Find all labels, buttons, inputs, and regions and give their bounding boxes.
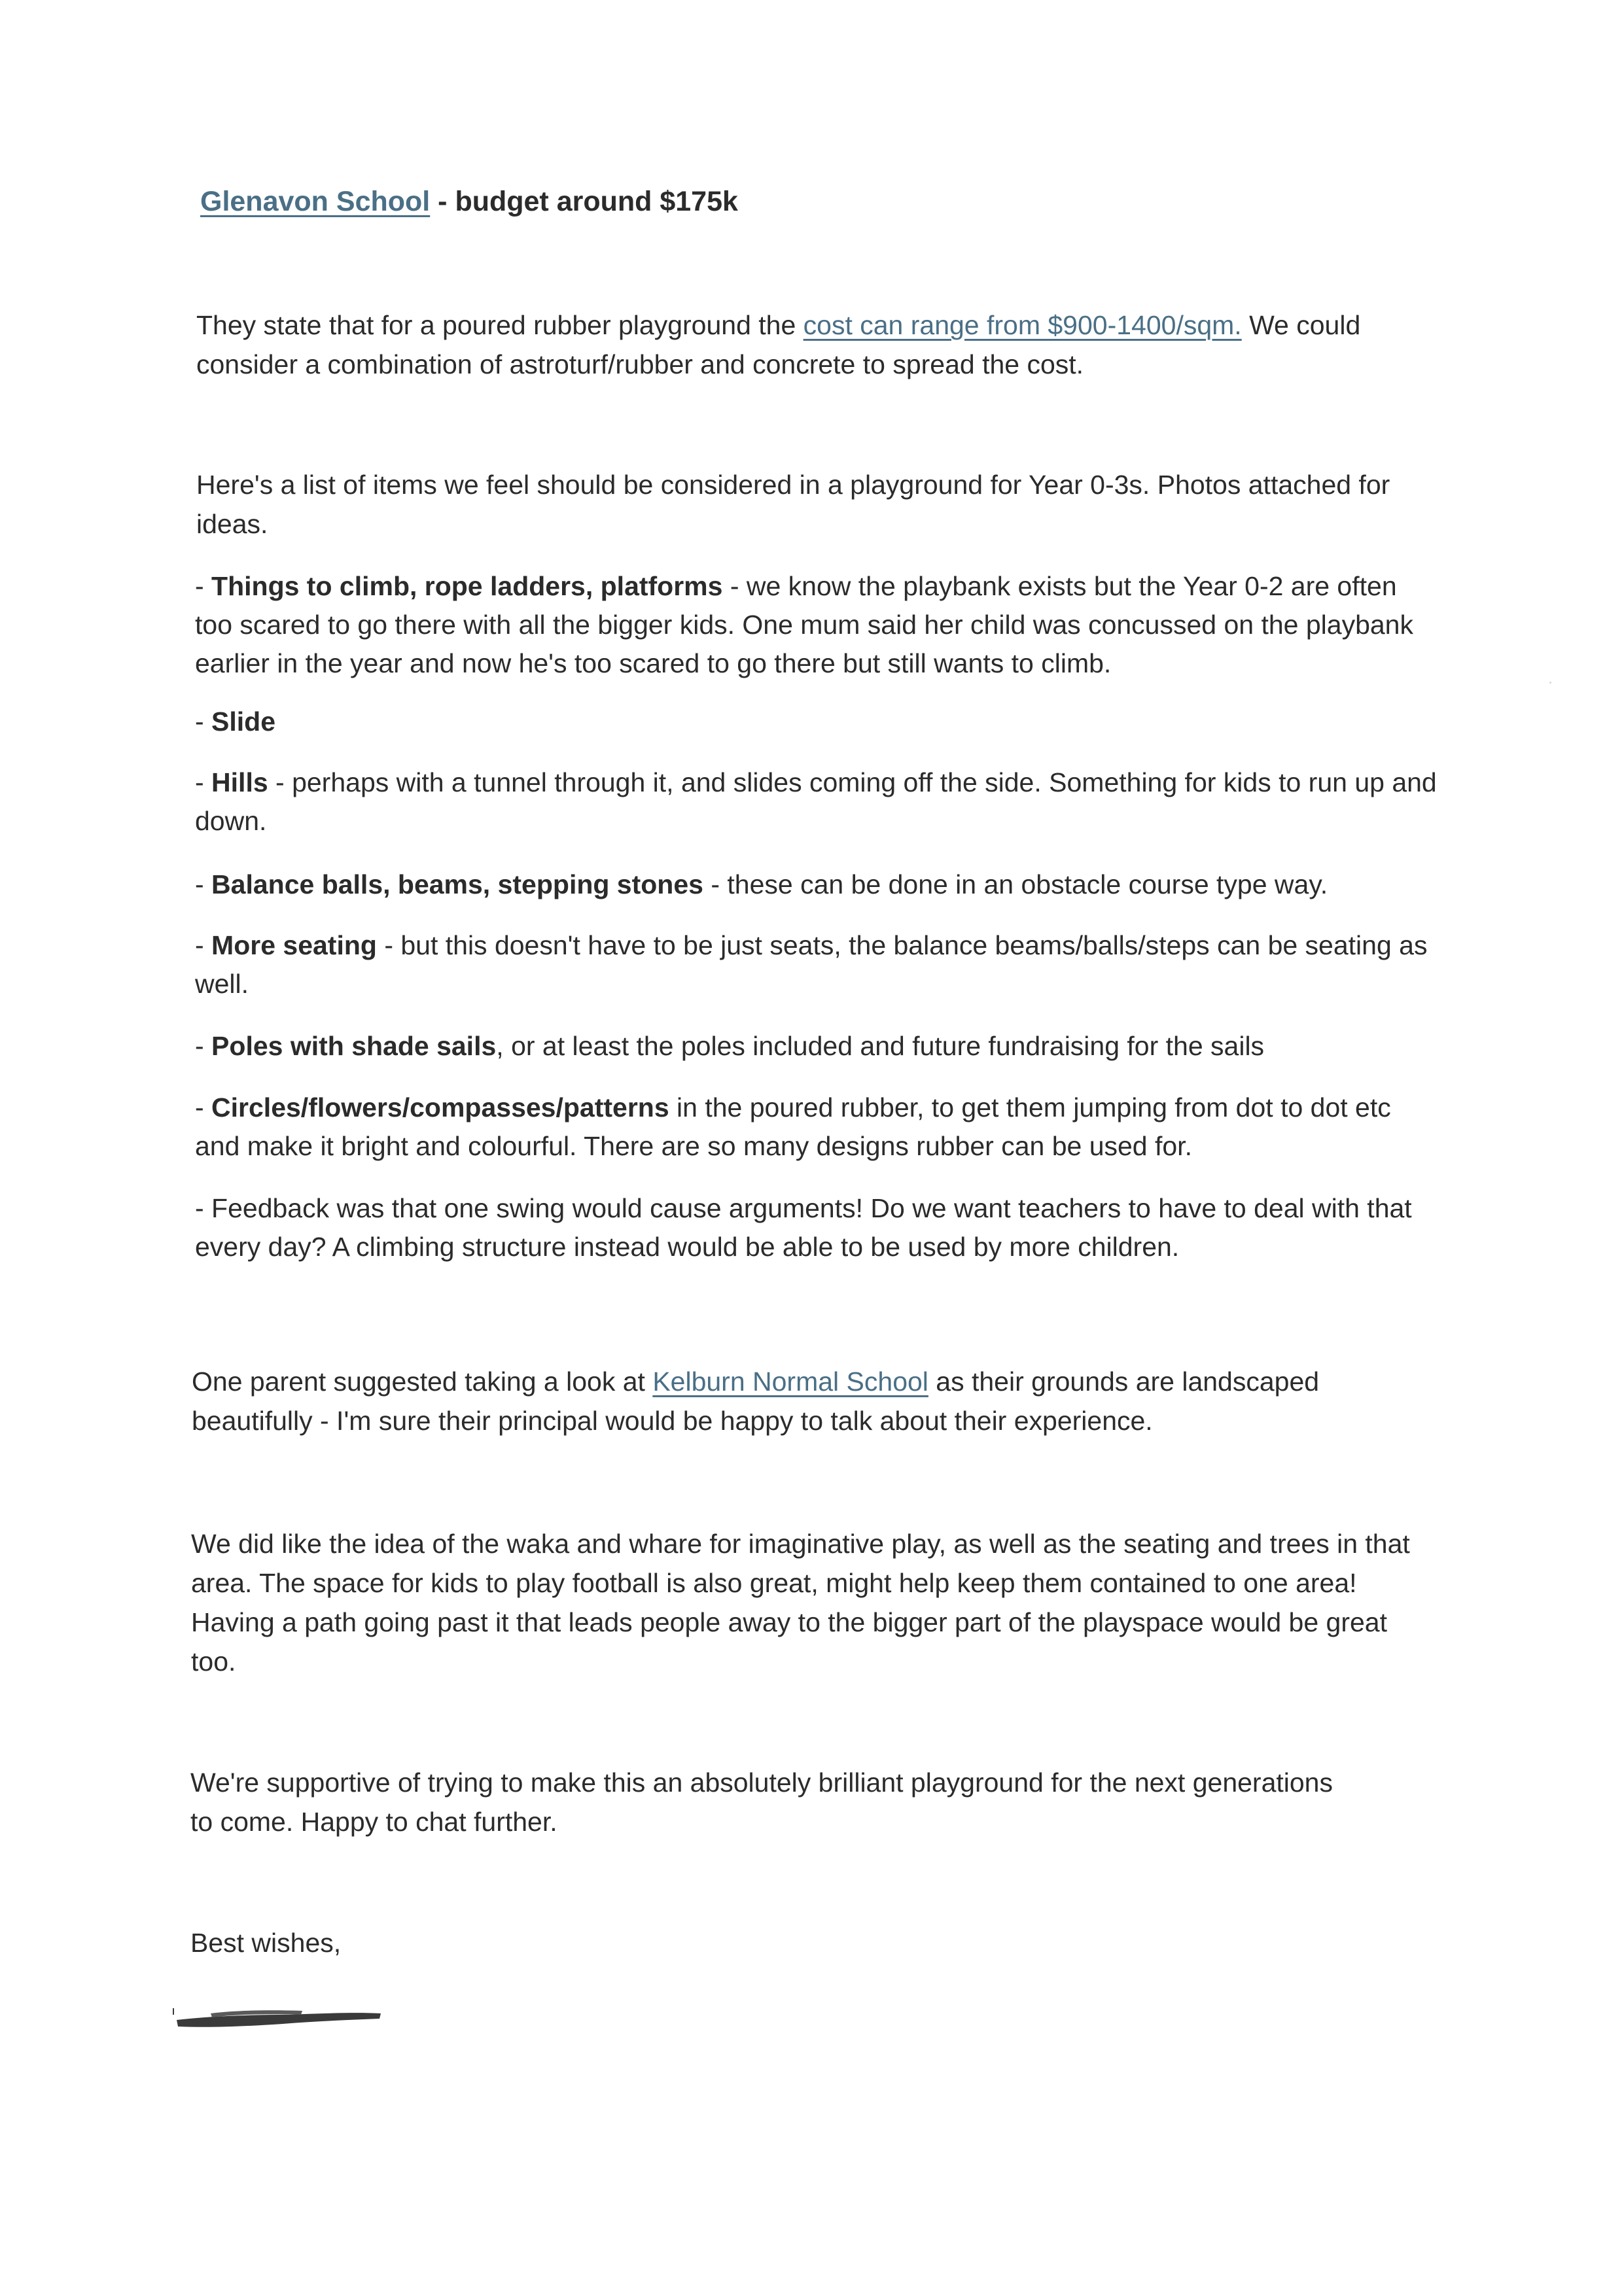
list-item-dash: - xyxy=(195,767,212,797)
list-item-text: - but this doesn't have to be just seats, the balance beams/balls/steps can be seating as well. xyxy=(195,930,1428,999)
list-item-seating xyxy=(195,926,1438,1003)
list-item-swing-feedback xyxy=(195,1189,1438,1266)
support-paragraph: We're supportive of trying to make this an absolutely brilliant playground for the next generations to come. Happy to chat further. xyxy=(190,1767,1333,1837)
list-item-title: Things to climb, rope ladders, platforms xyxy=(211,571,723,601)
redacted-signature xyxy=(171,2006,382,2028)
list-item-text: in the poured rubber, to get them jumping from dot to dot etc and make it bright and colourful. There are so many designs rubber can be used for. xyxy=(195,1092,1391,1161)
cost-paragraph xyxy=(196,305,1439,384)
list-item-text: , or at least the poles included and future fundraising for the sails xyxy=(496,1031,1265,1061)
budget-text: - budget around $175k xyxy=(430,186,738,217)
list-item-dash: - xyxy=(195,869,212,899)
glenavon-school-link[interactable]: Glenavon School xyxy=(200,186,431,217)
waka-paragraph: We did like the idea of the waka and whare for imaginative play, as well as the seating and trees in that area. The space for kids to play football is also great, might help keep them contained to one area! Having a path going past it that leads people away to the bigger part of the playspace would be great too. xyxy=(191,1529,1410,1677)
list-item-text: - we know the playbank exists but the Year 0-2 are often too scared to go there with all the bigger kids. One mum said her child was concussed on the playbank earlier in the year and now he's too scared to go there but still wants to climb. xyxy=(195,571,1413,678)
list-item-title: Hills xyxy=(211,767,268,797)
kelburn-text-after: as their grounds are landscaped beautifully - I'm sure their principal would be happy to talk about their experience. xyxy=(192,1366,1320,1436)
cost-range-link[interactable]: cost can range from $900-1400/sqm. xyxy=(803,310,1242,340)
kelburn-text-before: One parent suggested taking a look at xyxy=(192,1366,653,1397)
list-item-text: - perhaps with a tunnel through it, and slides coming off the side. Something for kids to run up and down. xyxy=(195,767,1437,836)
list-item-dash: - xyxy=(195,1193,212,1223)
list-item-dash: - xyxy=(195,571,212,601)
list-item-title: Poles with shade sails xyxy=(211,1031,497,1061)
list-item-text: - these can be done in an obstacle course type way. xyxy=(703,869,1328,899)
list-item-title: Balance balls, beams, stepping stones xyxy=(211,869,703,899)
list-item-dash: - xyxy=(195,1031,212,1061)
list-item-title: More seating xyxy=(211,930,377,960)
scan-speck xyxy=(1549,682,1551,684)
list-item-shade-sails xyxy=(195,1027,1438,1066)
list-intro-paragraph: Here's a list of items we feel should be considered in a playground for Year 0-3s. Photos attached for ideas. xyxy=(196,470,1390,539)
list-item-text: Feedback was that one swing would cause arguments! Do we want teachers to have to deal with that every day? A climbing structure instead would be able to be used by more children. xyxy=(195,1193,1412,1262)
list-item-hills xyxy=(195,763,1438,841)
cost-text-before: They state that for a poured rubber playground the xyxy=(196,310,803,340)
kelburn-paragraph xyxy=(192,1362,1435,1440)
list-item-climb xyxy=(195,567,1438,683)
list-item-patterns xyxy=(195,1088,1438,1166)
sign-off: Best wishes, xyxy=(190,1928,342,1958)
list-item-dash: - xyxy=(195,706,212,737)
document-heading xyxy=(200,182,738,221)
list-item-dash: - xyxy=(195,930,212,960)
list-item-slide xyxy=(195,703,1438,741)
kelburn-normal-school-link[interactable]: Kelburn Normal School xyxy=(652,1366,928,1397)
list-item-title: Circles/flowers/compasses/patterns xyxy=(211,1092,669,1122)
list-item-dash: - xyxy=(195,1092,212,1122)
list-item-title: Slide xyxy=(211,706,276,737)
cost-text-after: We could consider a combination of astroturf/rubber and concrete to spread the cost. xyxy=(196,310,1361,379)
list-item-balance xyxy=(195,865,1438,904)
